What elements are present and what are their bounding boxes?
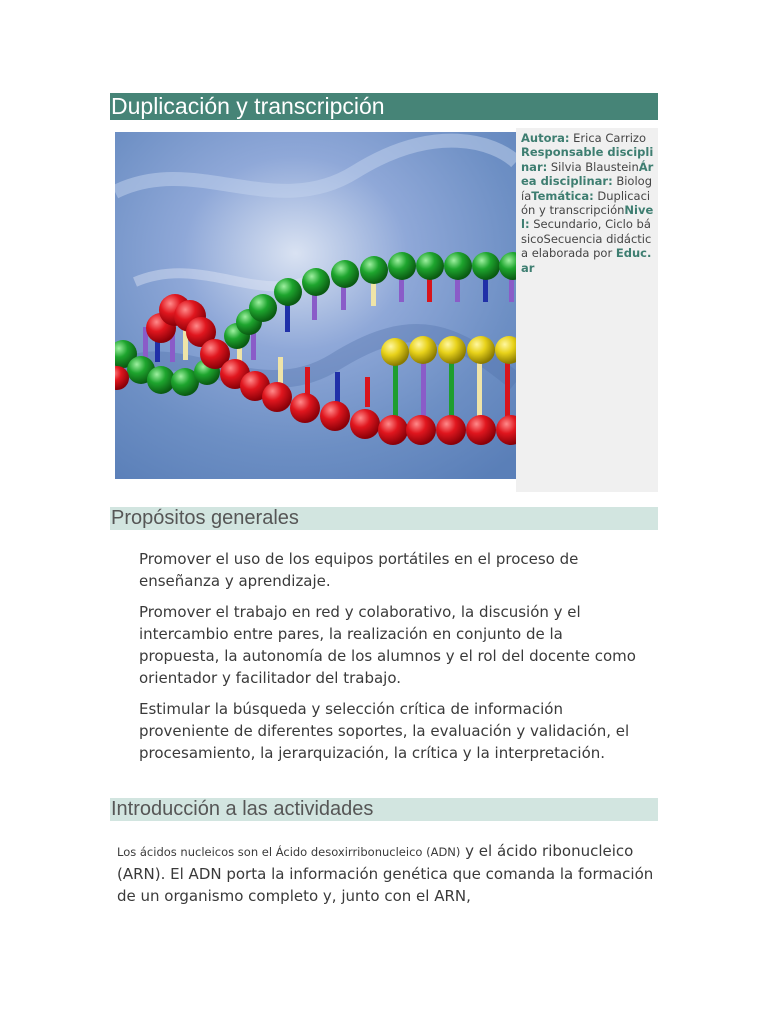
page-title: Duplicación y transcripción (111, 93, 385, 119)
author-value: Erica Carrizo (569, 131, 646, 145)
purposes-heading: Propósitos generales (111, 507, 299, 529)
intro-section-bar (110, 798, 658, 821)
intro-heading: Introducción a las actividades (111, 798, 374, 820)
area-value: Biología (521, 174, 652, 203)
purpose-item: Estimular la búsqueda y selección crítica de información proveniente de diferentes soportes, la evaluación y validación, el procesamiento, la jerarquización, la crítica y la interpretación. (139, 700, 630, 762)
dna-illustration (115, 132, 516, 479)
responsable-label: Responsable disciplinar: (521, 145, 654, 174)
info-text (516, 128, 658, 275)
area-label: Área disciplinar: (521, 159, 654, 189)
title-bar (110, 93, 658, 120)
intro-paragraph (117, 840, 657, 907)
author-label: Autora: (521, 131, 570, 145)
dna-image (115, 132, 516, 479)
tematica-label: Temática: (531, 188, 594, 203)
educar-link[interactable]: Educ.ar (521, 246, 652, 275)
info-panel (516, 128, 658, 492)
nivel-label: Nivel: (521, 203, 654, 232)
purposes-section-bar (110, 507, 658, 530)
purposes-list (139, 548, 644, 773)
intro-text: y el ácido ribonucleico (ARN). El ADN porta la información genética que comanda la formación de un organismo completo y, junto con el ARN, (117, 842, 654, 905)
purpose-item: Promover el trabajo en red y colaborativo, la discusión y el intercambio entre pares, la realización en conjunto de la propuesta, la autonomía de los alumnos y el rol del docente como orientador y facilitador del trabajo. (139, 603, 636, 687)
secuencia-text: Secuencia didáctica elaborada por (521, 231, 652, 261)
purpose-item: Promover el uso de los equipos portátiles en el proceso de enseñanza y aprendizaje. (139, 550, 579, 590)
tematica-value: Duplicación y transcripción (521, 188, 651, 218)
intro-small-text: Los ácidos nucleicos son el Ácido desoxirribonucleico (ADN) (117, 845, 461, 859)
nivel-value: Secundario, Ciclo básico (521, 217, 651, 246)
responsable-value: Silvia Blaustein (547, 159, 639, 174)
